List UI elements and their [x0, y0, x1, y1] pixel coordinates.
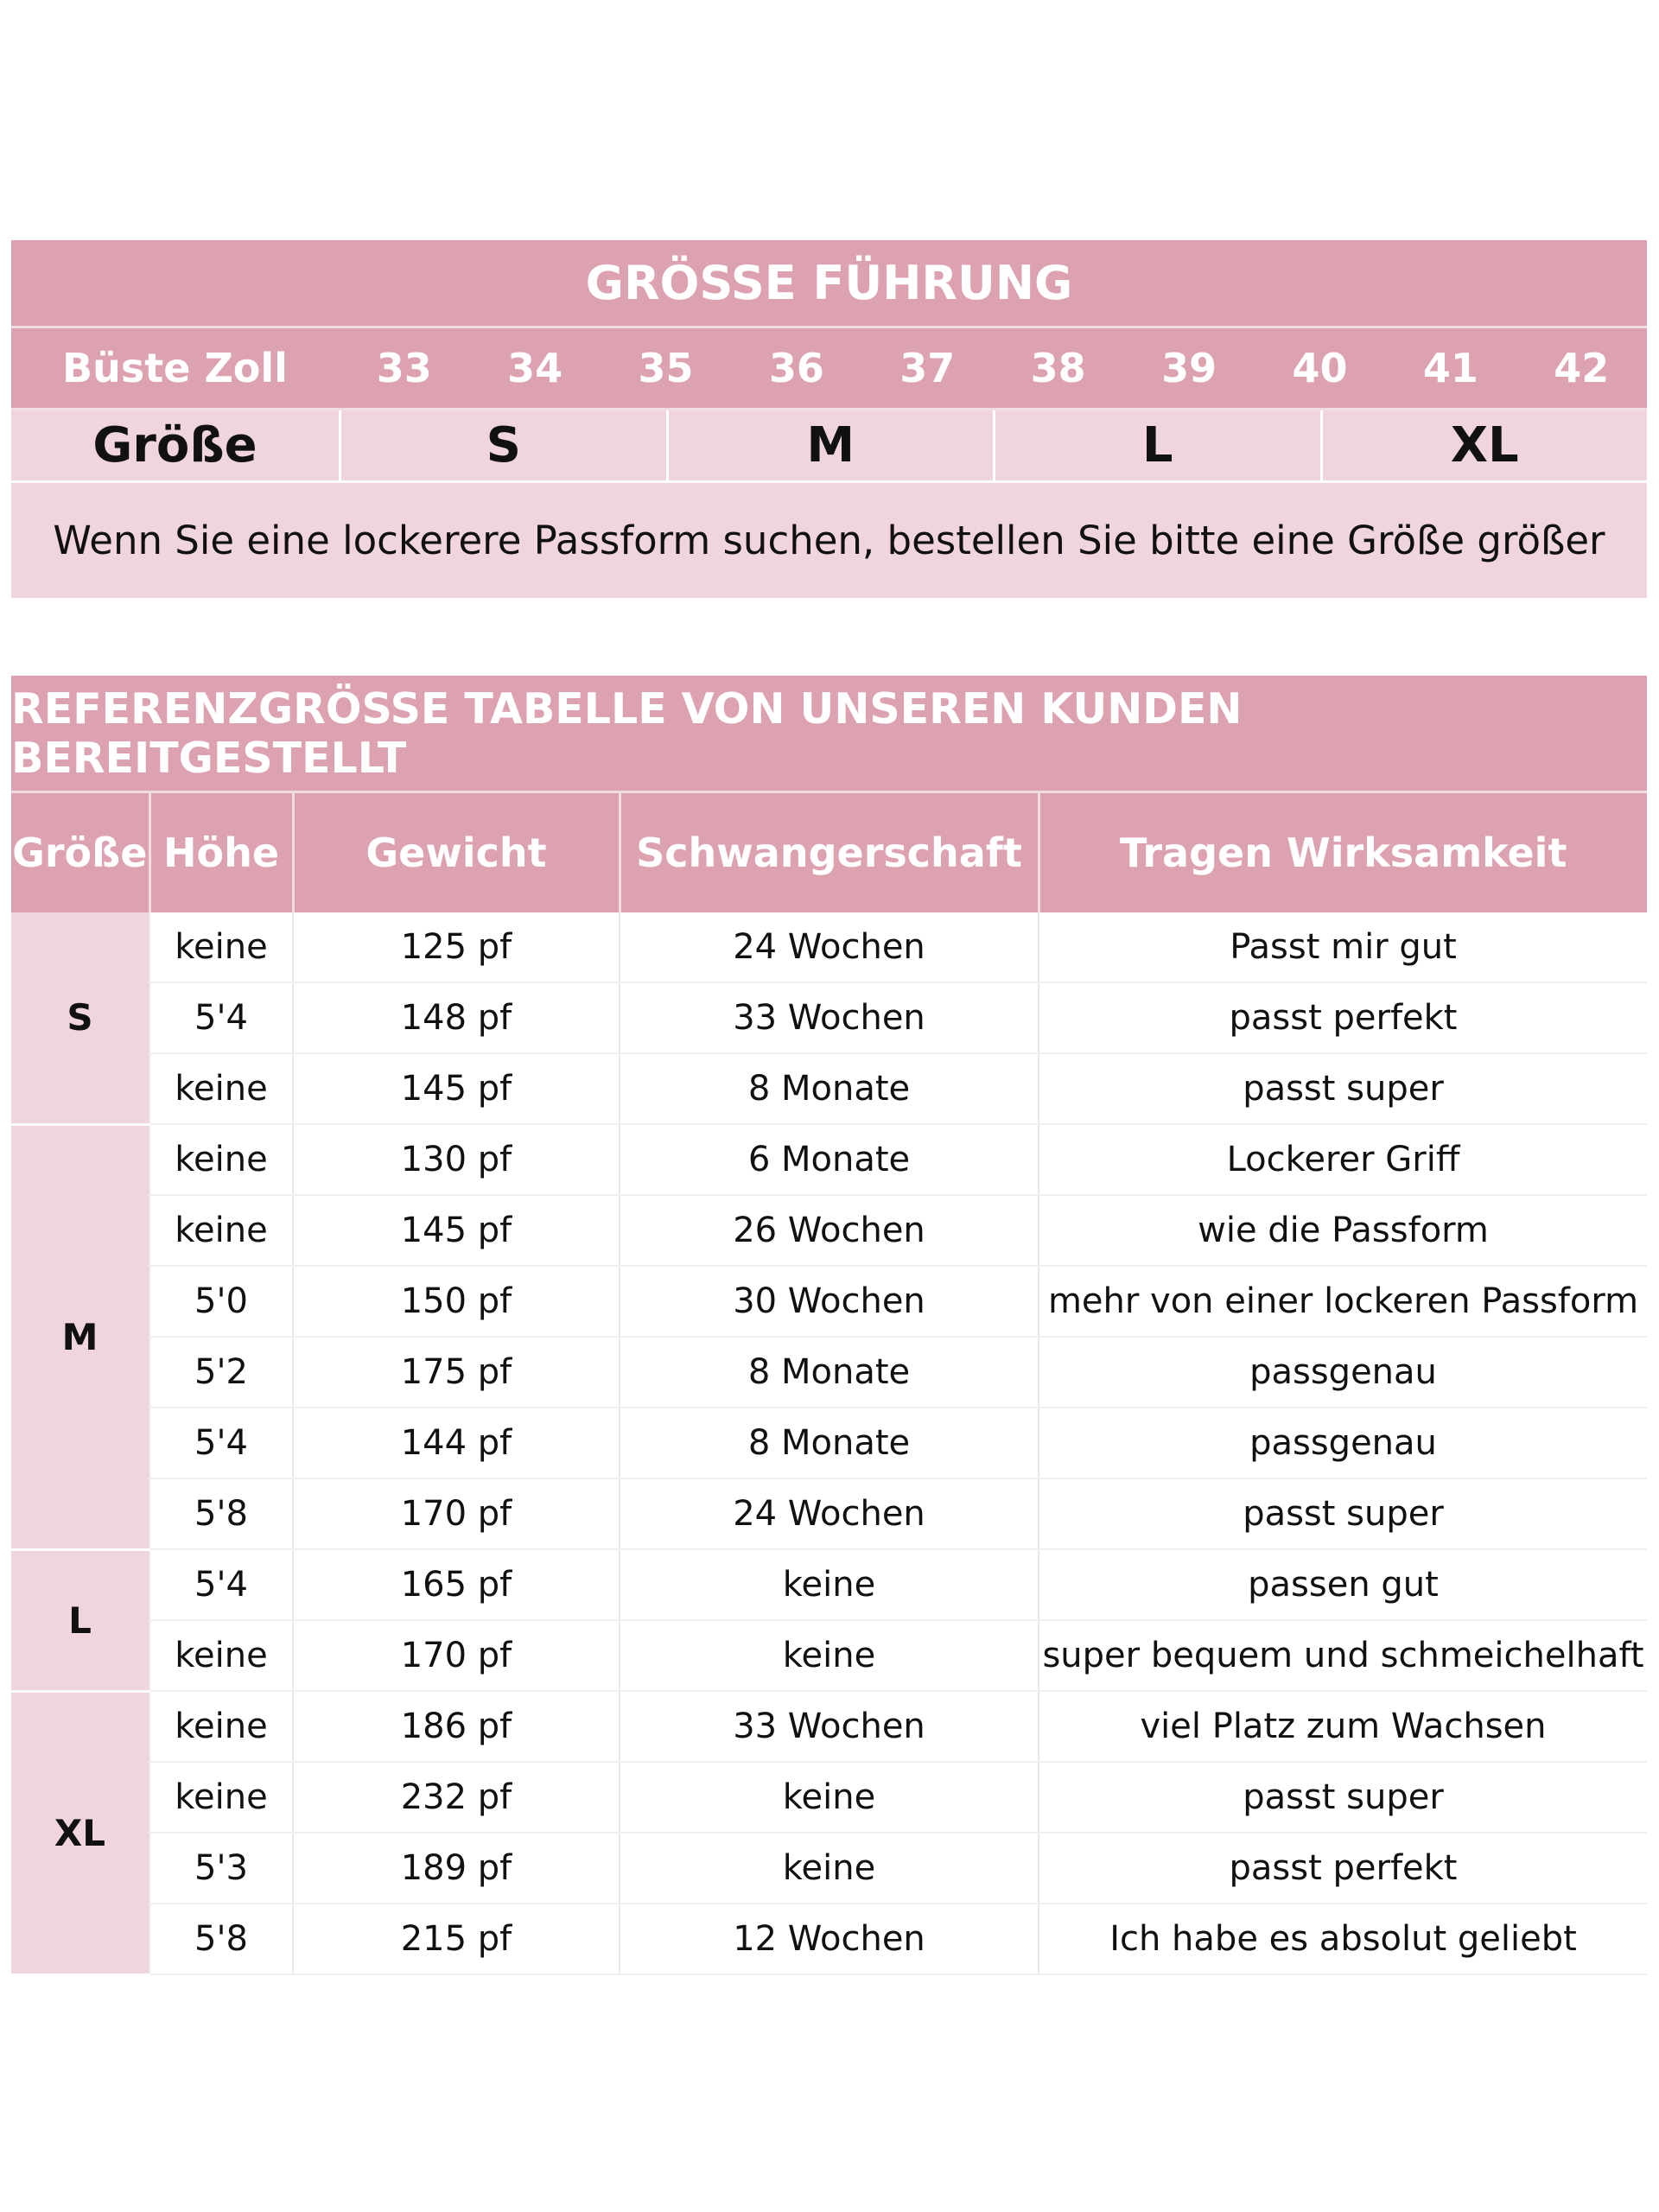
cell-fit: passt super: [1039, 1762, 1647, 1833]
bust-label: Büste Zoll: [62, 345, 288, 391]
cell-height: 5'8: [149, 1478, 293, 1549]
cell-weight: 170 pf: [293, 1620, 620, 1691]
cell-height: keine: [149, 1053, 293, 1124]
bust-value: 34: [507, 345, 563, 391]
table-row: [11, 1762, 1647, 1833]
cell-height: 5'8: [149, 1904, 293, 1974]
cell-weight: 130 pf: [293, 1124, 620, 1195]
cell-weight: 150 pf: [293, 1266, 620, 1337]
cell-height: keine: [149, 1124, 293, 1195]
bust-value: 41: [1422, 345, 1478, 391]
cell-size: S: [11, 912, 149, 1124]
cell-pregnancy: 26 Wochen: [620, 1195, 1039, 1266]
cell-height: 5'4: [149, 982, 293, 1053]
table-row: [11, 1478, 1647, 1549]
cell-height: keine: [149, 1691, 293, 1762]
bust-value: 40: [1292, 345, 1348, 391]
cell-weight: 145 pf: [293, 1053, 620, 1124]
cell-size: L: [11, 1549, 149, 1691]
size-value: L: [993, 410, 1320, 480]
cell-weight: 232 pf: [293, 1762, 620, 1833]
table-row: [11, 982, 1647, 1053]
cell-fit: super bequem und schmeichelhaft: [1039, 1620, 1647, 1691]
cell-height: keine: [149, 912, 293, 982]
cell-pregnancy: 8 Monate: [620, 1337, 1039, 1408]
bust-value: 36: [768, 345, 824, 391]
size-value: M: [666, 410, 994, 480]
cell-fit: mehr von einer lockeren Passform: [1039, 1266, 1647, 1337]
bust-row: [11, 328, 1647, 410]
cell-fit: passgenau: [1039, 1408, 1647, 1478]
table-row: [11, 1691, 1647, 1762]
cell-size: M: [11, 1124, 149, 1549]
cell-fit: passt super: [1039, 1053, 1647, 1124]
size-guide: [11, 240, 1647, 598]
cell-fit: passen gut: [1039, 1549, 1647, 1620]
size-row: [11, 410, 1647, 483]
header-weight: Gewicht: [293, 793, 620, 912]
table-row: [11, 1053, 1647, 1124]
cell-height: 5'4: [149, 1408, 293, 1478]
table-row: [11, 1620, 1647, 1691]
cell-height: 5'2: [149, 1337, 293, 1408]
table-row: [11, 1833, 1647, 1904]
size-value: XL: [1320, 410, 1648, 480]
bust-value: 39: [1161, 345, 1217, 391]
table-row: [11, 1195, 1647, 1266]
header-pregnancy: Schwangerschaft: [620, 793, 1039, 912]
header-size: Größe: [11, 793, 149, 912]
cell-pregnancy: 8 Monate: [620, 1408, 1039, 1478]
cell-weight: 170 pf: [293, 1478, 620, 1549]
cell-height: keine: [149, 1620, 293, 1691]
cell-weight: 165 pf: [293, 1549, 620, 1620]
table-row: [11, 1124, 1647, 1195]
cell-pregnancy: 33 Wochen: [620, 1691, 1039, 1762]
cell-fit: passgenau: [1039, 1337, 1647, 1408]
size-guide-title: GRÖSSE FÜHRUNG: [11, 240, 1647, 328]
cell-pregnancy: keine: [620, 1762, 1039, 1833]
cell-fit: passt super: [1039, 1478, 1647, 1549]
reference-table-title: REFERENZGRÖSSE TABELLE VON UNSEREN KUNDEN BEREITGESTELLT: [11, 676, 1647, 793]
cell-height: keine: [149, 1762, 293, 1833]
cell-height: 5'3: [149, 1833, 293, 1904]
cell-fit: passt perfekt: [1039, 1833, 1647, 1904]
reference-table: [11, 793, 1647, 1976]
size-note: Wenn Sie eine lockerere Passform suchen, bestellen Sie bitte eine Größe größer: [11, 483, 1647, 598]
cell-pregnancy: 30 Wochen: [620, 1266, 1039, 1337]
cell-weight: 215 pf: [293, 1904, 620, 1974]
bust-value: 37: [899, 345, 956, 391]
cell-weight: 175 pf: [293, 1337, 620, 1408]
header-height: Höhe: [149, 793, 293, 912]
header-fit: Tragen Wirksamkeit: [1039, 793, 1647, 912]
cell-pregnancy: keine: [620, 1620, 1039, 1691]
cell-weight: 189 pf: [293, 1833, 620, 1904]
cell-weight: 186 pf: [293, 1691, 620, 1762]
cell-pregnancy: 24 Wochen: [620, 912, 1039, 982]
cell-pregnancy: 12 Wochen: [620, 1904, 1039, 1974]
table-row: [11, 912, 1647, 982]
cell-height: 5'0: [149, 1266, 293, 1337]
cell-fit: Passt mir gut: [1039, 912, 1647, 982]
reference-table-section: [11, 676, 1647, 1976]
cell-fit: Ich habe es absolut geliebt: [1039, 1904, 1647, 1974]
cell-fit: wie die Passform: [1039, 1195, 1647, 1266]
cell-pregnancy: 8 Monate: [620, 1053, 1039, 1124]
table-header-row: [11, 793, 1647, 912]
cell-size: XL: [11, 1691, 149, 1974]
cell-weight: 148 pf: [293, 982, 620, 1053]
cell-weight: 125 pf: [293, 912, 620, 982]
cell-pregnancy: 33 Wochen: [620, 982, 1039, 1053]
table-row: [11, 1266, 1647, 1337]
cell-weight: 145 pf: [293, 1195, 620, 1266]
bust-value: 38: [1030, 345, 1086, 391]
cell-pregnancy: keine: [620, 1549, 1039, 1620]
table-body: [11, 912, 1647, 1974]
cell-pregnancy: 24 Wochen: [620, 1478, 1039, 1549]
bust-value: 33: [376, 345, 432, 391]
table-row: [11, 1904, 1647, 1974]
cell-height: 5'4: [149, 1549, 293, 1620]
table-row: [11, 1408, 1647, 1478]
cell-pregnancy: 6 Monate: [620, 1124, 1039, 1195]
cell-weight: 144 pf: [293, 1408, 620, 1478]
size-value: S: [339, 410, 666, 480]
cell-fit: passt perfekt: [1039, 982, 1647, 1053]
size-label: Größe: [92, 417, 257, 474]
cell-fit: Lockerer Griff: [1039, 1124, 1647, 1195]
cell-fit: viel Platz zum Wachsen: [1039, 1691, 1647, 1762]
bust-value: 35: [638, 345, 694, 391]
table-row: [11, 1549, 1647, 1620]
cell-height: keine: [149, 1195, 293, 1266]
bust-value: 42: [1554, 345, 1610, 391]
cell-pregnancy: keine: [620, 1833, 1039, 1904]
table-row: [11, 1337, 1647, 1408]
